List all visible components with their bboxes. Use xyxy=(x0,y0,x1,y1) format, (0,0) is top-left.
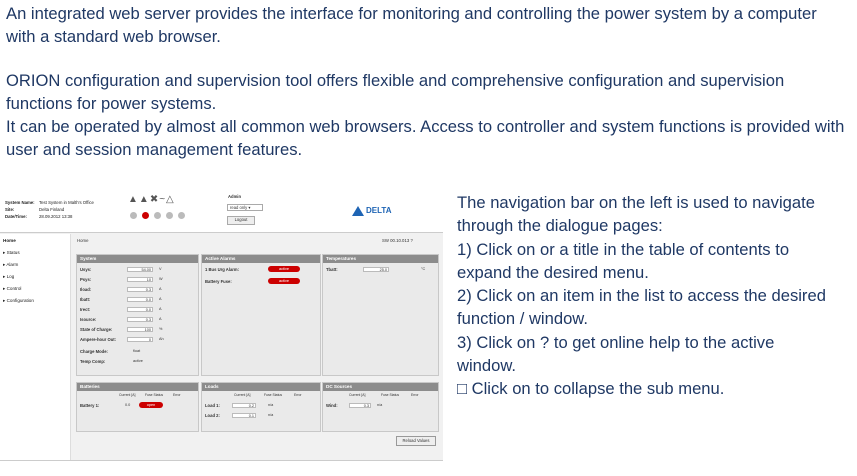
alarm-state-badge[interactable]: active xyxy=(268,266,300,272)
instruction-line: The navigation bar on the left is used to navigate xyxy=(457,193,815,212)
panel-title: Active Alarms xyxy=(202,255,320,263)
temperatures-panel xyxy=(322,254,439,376)
breadcrumb: Home xyxy=(77,238,89,243)
alarm-state-badge[interactable]: active xyxy=(268,278,300,284)
column-header: Current [A] xyxy=(234,393,251,397)
system-name-row xyxy=(5,200,94,205)
dc-source-row-label: Wind: xyxy=(326,403,338,408)
intro-paragraph-orion xyxy=(6,69,851,161)
logout-button[interactable]: Logout xyxy=(227,216,255,225)
delta-logo xyxy=(352,206,391,216)
bell-icon: ▲ xyxy=(138,194,150,205)
alarm-row-label: Battery Fuse: xyxy=(205,279,232,284)
nav-item-alarm[interactable]: ▸ Alarm xyxy=(3,262,19,267)
datetime-value: 28.09.2012 13:38 xyxy=(39,214,73,219)
nav-label: Log xyxy=(6,274,15,279)
column-header: Error xyxy=(411,393,419,397)
active-alarms-panel xyxy=(201,254,321,376)
load-fuse: n/a xyxy=(268,413,274,417)
fan-icon: ✖ xyxy=(149,194,160,205)
instruction-line: 2) Click on an item in the list to access the desired xyxy=(457,286,826,306)
browser-description: It can be operated by almost all common web browsers. Access to controller and system functions is provided with user and session management features. xyxy=(6,117,845,159)
led-indicator-alarm xyxy=(142,212,149,219)
nav-item-status[interactable]: ▸ Status xyxy=(3,250,20,255)
wave-icon: ~ xyxy=(159,194,167,205)
led-indicator xyxy=(178,212,185,219)
system-panel xyxy=(76,254,199,376)
system-row-value: 0.0 xyxy=(127,307,153,312)
system-row-unit: A xyxy=(159,307,162,311)
loads-panel xyxy=(201,382,321,432)
instruction-line: □ Click on to collapse the sub menu. xyxy=(457,379,725,399)
panel-title: Temperatures xyxy=(323,255,438,263)
system-row-unit: V xyxy=(159,267,162,271)
nav-item-configuration[interactable]: ▸ Configuration xyxy=(3,298,34,303)
panel-title: System xyxy=(77,255,198,263)
system-row-label: Usys: xyxy=(80,267,92,272)
panel-title: Batteries xyxy=(77,383,198,391)
load-current: 0.2 xyxy=(232,403,256,408)
instruction-line: expand the desired menu. xyxy=(457,262,649,282)
system-row-value: 0.3 xyxy=(127,287,153,292)
system-row-unit: A xyxy=(159,297,162,301)
instruction-line: through the dialogue pages: xyxy=(457,216,663,236)
mode-select[interactable] xyxy=(227,204,263,211)
system-row-value: 100 xyxy=(127,327,153,332)
system-row-unit: W xyxy=(159,277,163,281)
column-header: Fuse Status xyxy=(381,393,400,397)
orion-screenshot xyxy=(0,190,443,461)
system-row-label: Ibatt: xyxy=(80,297,91,302)
system-row-label: Psys: xyxy=(80,277,92,282)
navigation-bar xyxy=(0,234,71,460)
column-header: Fuse Status xyxy=(145,393,164,397)
battery-fuse-badge[interactable]: open xyxy=(139,402,163,408)
admin-label: Admin xyxy=(228,194,242,199)
battery-current: 0.0 xyxy=(125,403,131,407)
orion-header xyxy=(0,190,443,233)
system-row-value: 0 xyxy=(127,337,153,342)
batteries-panel xyxy=(76,382,199,432)
dc-sources-panel xyxy=(322,382,439,432)
nav-home[interactable]: Home xyxy=(3,238,16,243)
nav-label: Alarm xyxy=(6,262,19,267)
load-fuse: n/a xyxy=(268,403,274,407)
sw-version xyxy=(382,238,413,243)
system-row-value: 10 xyxy=(127,277,153,282)
site-row xyxy=(5,207,64,212)
alarm-row-label: 1 Bus Urg Alarm: xyxy=(205,267,240,272)
panel-title: DC Sources xyxy=(323,383,438,391)
nav-item-log[interactable]: ▸ Log xyxy=(3,274,15,279)
nav-label: Configuration xyxy=(6,298,34,303)
load-row-label: Load 2: xyxy=(205,413,220,418)
system-row-unit: % xyxy=(159,327,163,331)
instruction-line: function / window. xyxy=(457,309,588,329)
panel-title: Loads xyxy=(202,383,320,391)
logo-text: DELTA xyxy=(366,206,392,216)
system-row-unit: Ah xyxy=(159,337,164,341)
system-row-value: 0.0 xyxy=(127,297,153,302)
led-indicator xyxy=(166,212,173,219)
temp-comp-value: active xyxy=(133,359,143,363)
charge-mode-label: Charge Mode: xyxy=(80,349,108,354)
system-row-label: Isource: xyxy=(80,317,97,322)
datetime-key: Date/Time: xyxy=(5,214,27,219)
system-row-value: 0.3 xyxy=(127,317,153,322)
temperature-label: Tbatt: xyxy=(326,267,338,272)
load-current: 0.1 xyxy=(232,413,256,418)
column-header: Fuse Status xyxy=(264,393,283,397)
nav-item-control[interactable]: ▸ Control xyxy=(3,286,22,291)
load-row-label: Load 1: xyxy=(205,403,220,408)
temperature-value: 25.0 xyxy=(363,267,389,272)
system-row-label: Iload: xyxy=(80,287,92,292)
column-header: Error xyxy=(294,393,302,397)
led-indicator xyxy=(154,212,161,219)
temp-comp-label: Temp Comp: xyxy=(80,359,106,364)
instruction-line: 1) Click on or a title in the table of contents to xyxy=(457,239,790,259)
bell-icon: ▲ xyxy=(128,194,139,205)
chevron-down-icon: ▾ xyxy=(248,205,251,210)
datetime-row xyxy=(5,214,72,219)
orion-description: ORION configuration and supervision tool offers flexible and comprehensive configuration and supervision functions for power systems. xyxy=(6,71,785,113)
system-name-value: Test System in Malth's Office xyxy=(39,200,94,205)
navigation-instructions xyxy=(457,191,853,401)
column-header: Current [A] xyxy=(119,393,136,397)
intro-paragraph-web-server: An integrated web server provides the interface for monitoring and controlling the power system by a computer with a standard web browser. xyxy=(6,4,817,46)
mode-select-value: read only xyxy=(230,205,248,210)
nav-label: Status xyxy=(6,250,20,255)
reload-values-button[interactable]: Reload Values xyxy=(396,436,436,446)
temperature-unit: °C xyxy=(421,267,426,271)
system-row-label: Irect: xyxy=(80,307,91,312)
system-name-key: System Name: xyxy=(5,200,35,205)
charge-mode-value: float xyxy=(133,349,141,353)
status-leds xyxy=(130,212,185,219)
system-row-unit: A xyxy=(159,287,162,291)
column-header: Error xyxy=(173,393,181,397)
site-key: Site: xyxy=(5,207,15,212)
site-value: Delta Finland xyxy=(39,207,65,212)
delta-triangle-icon xyxy=(352,206,364,216)
dc-source-fuse: n/a xyxy=(377,403,383,407)
instruction-line: 3) Click on ? to get online help to the active xyxy=(457,332,775,352)
alarm-icons xyxy=(128,194,175,205)
battery-row-label: Battery 1: xyxy=(80,403,100,408)
instruction-line: window. xyxy=(457,356,517,376)
system-row-label: State of Charge: xyxy=(80,327,113,332)
led-indicator xyxy=(130,212,137,219)
system-row-unit: A xyxy=(159,317,162,321)
warning-icon: △ xyxy=(166,194,175,205)
dc-source-current: 0.3 xyxy=(349,403,371,408)
system-row-label: Ampere-hour Out: xyxy=(80,337,117,342)
sw-version-text: SW 00.10.013 xyxy=(382,238,410,243)
system-row-value: 54.00 xyxy=(127,267,153,272)
help-icon[interactable]: ? xyxy=(410,238,413,243)
nav-label: Control xyxy=(6,286,22,291)
column-header: Current [A] xyxy=(349,393,366,397)
